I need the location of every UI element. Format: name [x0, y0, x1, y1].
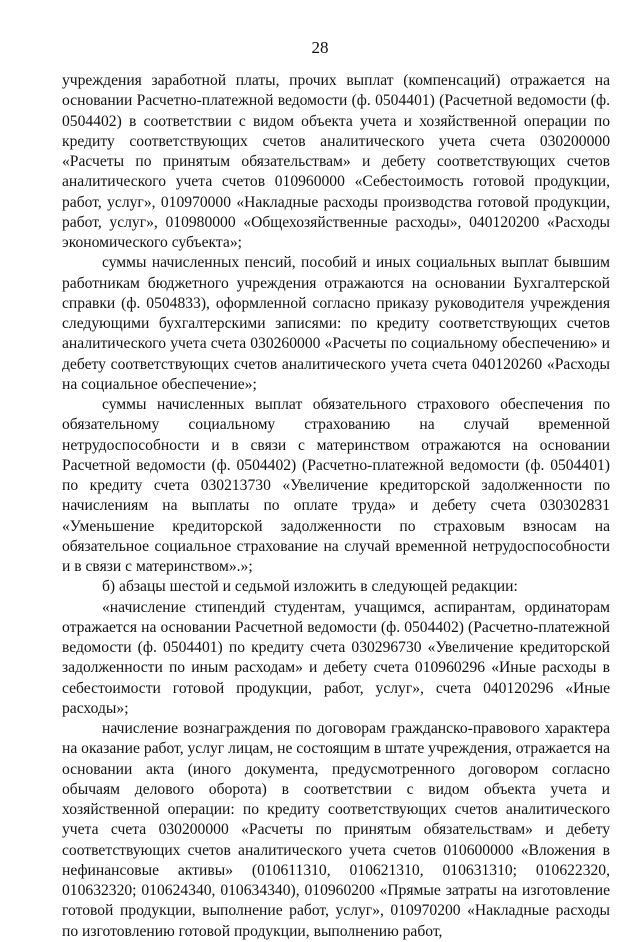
paragraph-stipends: «начисление стипендий студентам, учащимся, аспирантам, ординаторам отражается на основании Расчетной ведомости (ф. 0504402) (Расчетно-платежной ведомости (ф. 0504401) по кредиту счета 030296730 «Увеличение кредиторской задолженности по иным расходам» и дебету счета 010960296 «Иные расходы в себестоимости готовой продукции, работ, услуг», счета 040120296 «Иные расходы»; — [62, 598, 610, 717]
paragraph-insurance-payments: суммы начисленных выплат обязательного страхового обеспечения по обязательному социальному страхованию на случай временной нетрудоспособности и в связи с материнством отражаются на основании Расчетной ведомости (ф. 0504402) (Расчетно-платежной ведомости (ф. 0504401) по кредиту счета 030213730 «Увеличение кредиторской задолженности по начислениям на выплаты по оплате труда» и дебету счета 030302831 «Уменьшение кредиторской задолженности по страховым взносам на обязательное социальное страхование на случай временной нетрудоспособности и в связи с материнством».»; — [62, 396, 610, 575]
paragraph-amendment-b: б) абзацы шестой и седьмой изложить в следующей редакции: — [102, 578, 518, 596]
paragraph-civil-contracts: начисление вознаграждения по договорам гражданско-правового характера на оказание работ, услуг лицам, не состоящим в штате учреждения, отражается на основании акта (иного документа, предусмотренного договором согласно обычаям делового оборота) в соответствии с видом объекта учета и хозяйственной операции: по кредиту соответствующих счетов аналитического учета счета 030200000 «Расчеты по принятым обязательствам» и дебету соответствующих счетов аналитического учета счетов 010600000 «Вложения в нефинансовые активы» (010611310, 010621310, 010631310; 010622320, 010632320; 010624340, 010634340), 010960200 «Прямые затраты на изготовление готовой продукции, выполнение работ, услуг», 010970200 «Накладные расходы по изготовлению готовой продукции, выполнению работ, — [62, 720, 611, 940]
document-body — [62, 71, 610, 942]
page-number: 28 — [311, 38, 329, 57]
paragraph-continuation: учреждения заработной платы, прочих выплат (компенсаций) отражается на основании Расчетно-платежной ведомости (ф. 0504401) (Расчетной ведомости (ф. 0504402) в соответствии с видом объекта учета и хозяйственной операции по кредиту соответствующих счетов аналитического учета счета 030200000 «Расчеты по принятым обязательствам» и дебету соответствующих счетов аналитического учета счетов 010960000 «Себестоимость готовой продукции, работ, услуг», 010970000 «Накладные расходы производства готовой продукции, работ, услуг», 010980000 «Общехозяйственные расходы», 040120200 «Расходы экономического субъекта»; — [62, 72, 610, 251]
paragraph-pensions: суммы начисленных пенсий, пособий и иных социальных выплат бывшим работникам бюджетного учреждения отражаются на основании Бухгалтерской справки (ф. 0504833), оформленной согласно приказу руководителя учреждения следующими бухгалтерскими записями: по кредиту соответствующих счетов аналитического учета счета 030260000 «Расчеты по социальному обеспечению» и дебету соответствующих счетов аналитического учета счета 040120260 «Расходы на социальное обеспечение»; — [62, 254, 610, 393]
